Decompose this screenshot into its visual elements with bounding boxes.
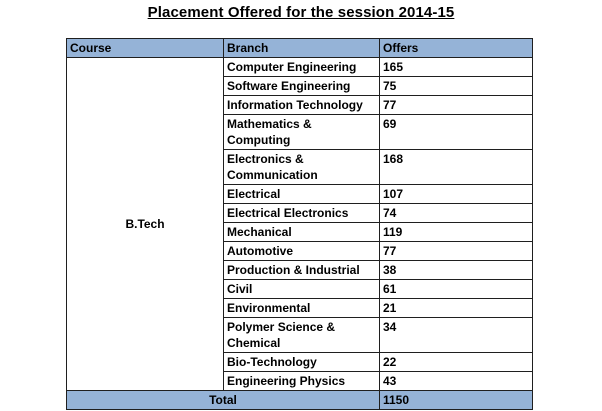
branch-cell: Bio-Technology: [224, 353, 380, 372]
branch-cell: Polymer Science & Chemical: [224, 318, 380, 353]
column-header-branch: Branch: [224, 39, 380, 58]
offers-cell: 74: [380, 204, 533, 223]
column-header-offers: Offers: [380, 39, 533, 58]
table-row: [67, 58, 533, 77]
branch-cell: Electrical Electronics: [224, 204, 380, 223]
branch-cell: Engineering Physics: [224, 372, 380, 391]
total-offers: 1150: [380, 391, 533, 410]
branch-cell: Mathematics & Computing: [224, 115, 380, 150]
column-header-course: Course: [67, 39, 224, 58]
table-body: [67, 58, 533, 410]
offers-cell: 168: [380, 150, 533, 185]
placement-table: [66, 38, 533, 410]
offers-cell: 43: [380, 372, 533, 391]
total-label: Total: [67, 391, 380, 410]
offers-cell: 77: [380, 242, 533, 261]
offers-cell: 21: [380, 299, 533, 318]
offers-cell: 107: [380, 185, 533, 204]
offers-cell: 75: [380, 77, 533, 96]
offers-cell: 22: [380, 353, 533, 372]
branch-cell: Computer Engineering: [224, 58, 380, 77]
branch-cell: Electrical: [224, 185, 380, 204]
offers-cell: 165: [380, 58, 533, 77]
branch-cell: Information Technology: [224, 96, 380, 115]
offers-cell: 69: [380, 115, 533, 150]
branch-cell: Mechanical: [224, 223, 380, 242]
page-title: Placement Offered for the session 2014-15: [147, 4, 455, 21]
offers-cell: 38: [380, 261, 533, 280]
total-row: [67, 391, 533, 410]
branch-cell: Automotive: [224, 242, 380, 261]
offers-cell: 34: [380, 318, 533, 353]
branch-cell: Civil: [224, 280, 380, 299]
branch-cell: Electronics & Communication: [224, 150, 380, 185]
course-cell: B.Tech: [67, 58, 224, 391]
table-header-row: [67, 39, 533, 58]
branch-cell: Environmental: [224, 299, 380, 318]
offers-cell: 77: [380, 96, 533, 115]
offers-cell: 119: [380, 223, 533, 242]
branch-cell: Production & Industrial: [224, 261, 380, 280]
branch-cell: Software Engineering: [224, 77, 380, 96]
offers-cell: 61: [380, 280, 533, 299]
